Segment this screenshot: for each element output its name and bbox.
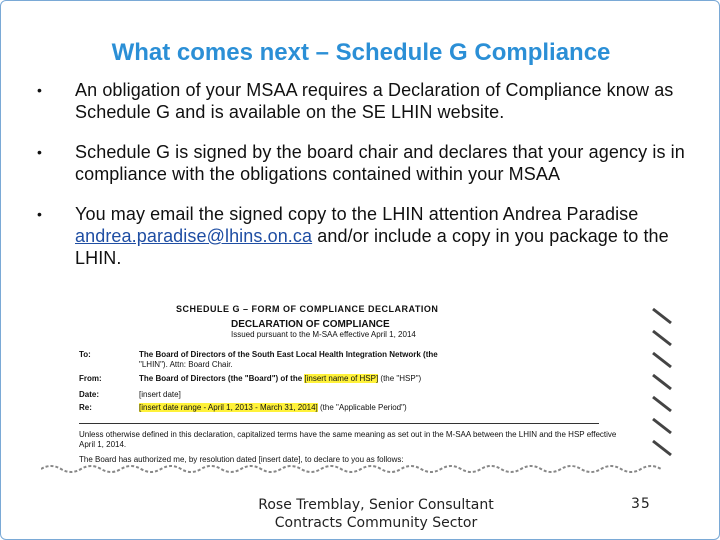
bullet-list (35, 79, 685, 287)
doc-re-highlight: [insert date range - April 1, 2013 - March 31, 2014] (139, 403, 318, 412)
slide-title: What comes next – Schedule G Compliance (111, 39, 611, 66)
doc-from-label: From: (79, 374, 102, 383)
doc-to-row (79, 350, 438, 359)
doc-from-row (79, 374, 421, 383)
bullet-item (35, 203, 685, 269)
bullet-text: An obligation of your MSAA requires a Declaration of Compliance know as Schedule G and is available on the SE LHIN website. (75, 80, 674, 122)
doc-paragraph-2: The Board has authorized me, by resolution dated [insert date], to declare to you as follows: (79, 455, 404, 464)
doc-to-row-2 (139, 360, 233, 369)
doc-re-label: Re: (79, 403, 92, 412)
bullet-text: Schedule G is signed by the board chair and declares that your agency is in compliance with the obligations contained within your MSAA (75, 142, 685, 184)
doc-date-row (79, 390, 181, 399)
torn-edge-right (641, 301, 676, 471)
doc-paragraph: Unless otherwise defined in this declaration, capitalized terms have the same meaning as set out in the M-SAA between the LHIN and the HSP effective April 1, 2014. (79, 430, 617, 449)
bullet-marker: • (37, 82, 43, 98)
doc-from-highlight: [insert name of HSP] (304, 374, 379, 383)
footer (241, 496, 511, 532)
page-number: 35 (631, 496, 651, 512)
doc-subheading: DECLARATION OF COMPLIANCE (231, 319, 390, 330)
schedule-g-document-image (41, 298, 661, 468)
bullet-item (35, 79, 685, 123)
bullet-item (35, 141, 685, 185)
bullet-marker: • (37, 144, 43, 160)
doc-heading: SCHEDULE G – FORM OF COMPLIANCE DECLARATION (176, 304, 439, 314)
doc-issued-line: Issued pursuant to the M-SAA effective April 1, 2014 (231, 330, 416, 339)
doc-from-text: The Board of Directors (the "Board") of the (139, 374, 305, 383)
doc-to-text-2: "LHIN"). Attn: Board Chair. (139, 360, 233, 369)
bullet-text-after: and/or include a copy in you package to the LHIN. (75, 226, 669, 268)
doc-divider (79, 423, 599, 424)
footer-line-1: Rose Tremblay, Senior Consultant (258, 497, 494, 513)
footer-line-2: Contracts Community Sector (274, 515, 478, 531)
doc-date-text: [insert date] (139, 390, 181, 399)
doc-to-label: To: (79, 350, 91, 359)
doc-re-after: (the "Applicable Period") (317, 403, 407, 412)
email-link[interactable]: andrea.paradise@lhins.on.ca (75, 226, 313, 246)
doc-date-label: Date: (79, 390, 100, 399)
bullet-text (75, 203, 685, 269)
doc-from-after: (the "HSP") (378, 374, 422, 383)
doc-to-text: The Board of Directors of the South East Local Health Integration Network (the (139, 350, 438, 359)
torn-edge-bottom (41, 461, 671, 475)
bullet-marker: • (37, 206, 43, 222)
doc-re-row (79, 403, 407, 412)
bullet-text-before: You may email the signed copy to the LHIN attention Andrea Paradise (75, 204, 639, 224)
